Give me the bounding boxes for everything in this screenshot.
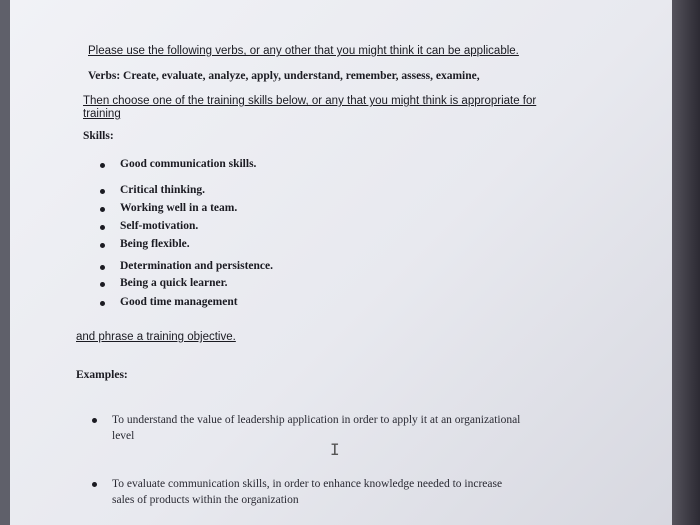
background-right xyxy=(672,0,700,525)
objective-line: and phrase a training objective. xyxy=(76,331,236,343)
skill-text: Working well in a team. xyxy=(120,202,238,214)
text-cursor-icon: I xyxy=(330,440,340,459)
bullet-icon xyxy=(100,225,105,230)
example-line: level xyxy=(112,430,135,442)
skill-text: Good communication skills. xyxy=(120,158,257,170)
bullet-icon xyxy=(100,163,105,168)
skills-heading: Skills: xyxy=(83,130,114,142)
bullet-icon xyxy=(100,301,105,306)
bullet-icon xyxy=(100,207,105,212)
skill-text: Critical thinking. xyxy=(120,184,205,196)
document-page xyxy=(10,0,672,525)
skill-text: Determination and persistence. xyxy=(120,260,273,272)
example-item xyxy=(92,476,562,508)
example-item xyxy=(92,412,562,444)
choose-line-1: Then choose one of the training skills below, or any that you might think is appropriate for xyxy=(83,95,537,107)
example-line: To understand the value of leadership application in order to apply it at an organizational xyxy=(112,414,521,426)
bullet-icon xyxy=(100,265,105,270)
example-line: To evaluate communication skills, in order to enhance knowledge needed to increase xyxy=(112,478,503,490)
choose-line-2: training xyxy=(83,108,121,120)
bullet-icon xyxy=(92,482,97,487)
skill-text: Being flexible. xyxy=(120,238,190,250)
bullet-icon xyxy=(100,243,105,248)
verbs-line xyxy=(88,70,480,82)
examples-heading: Examples: xyxy=(76,369,128,381)
verbs-list: Create, evaluate, analyze, apply, understand, remember, assess, examine, xyxy=(123,70,480,82)
verbs-label: Verbs: xyxy=(88,70,121,82)
bullet-icon xyxy=(92,418,97,423)
instruction-line: Please use the following verbs, or any other that you might think it can be applicable. xyxy=(88,45,519,57)
bullet-icon xyxy=(100,189,105,194)
skill-text: Being a quick learner. xyxy=(120,277,228,289)
skill-text: Good time management xyxy=(120,296,238,308)
bullet-icon xyxy=(100,282,105,287)
example-line: sales of products within the organization xyxy=(112,494,299,506)
skill-text: Self-motivation. xyxy=(120,220,199,232)
